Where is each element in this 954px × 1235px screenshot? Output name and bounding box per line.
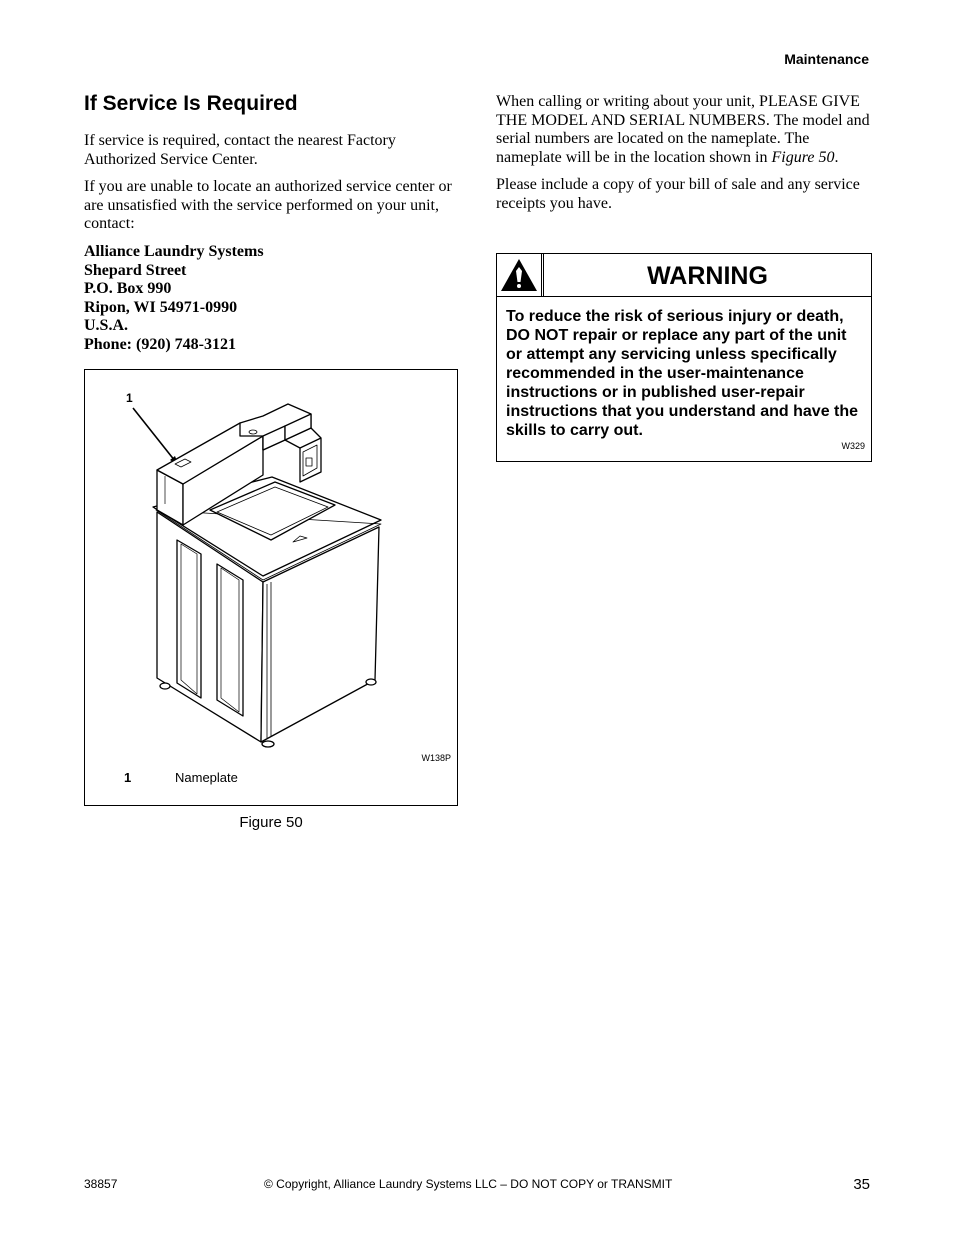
figure-code: W138P: [421, 753, 451, 763]
section-heading: If Service Is Required: [84, 92, 298, 115]
figure-frame: [84, 369, 458, 806]
service-paragraph: If service is required, contact the nearest Factory Authorized Service Center.: [84, 132, 396, 168]
contact-address: [84, 243, 462, 355]
section-header: Maintenance: [784, 51, 869, 67]
footer-doc-number: 38857: [84, 1177, 118, 1191]
callout-number: 1: [126, 391, 133, 405]
footer-copyright: © Copyright, Alliance Laundry Systems LLC – DO NOT COPY or TRANSMIT: [264, 1177, 673, 1191]
address-phone: Phone: (920) 748-3121: [84, 335, 236, 353]
footer-page-number: 35: [853, 1176, 870, 1193]
warning-icon-cell: [497, 254, 544, 296]
warning-code: W329: [841, 441, 865, 451]
left-column: [84, 90, 462, 355]
contact-paragraph: If you are unable to locate an authorized service center or are unsatisfied with the service performed on your unit, contact:: [84, 178, 452, 233]
figure-caption: Figure 50: [239, 814, 303, 831]
receipts-paragraph: Please include a copy of your bill of sale and any service receipts you have.: [496, 176, 860, 212]
address-country: U.S.A.: [84, 317, 129, 335]
address-company: Alliance Laundry Systems: [84, 242, 264, 260]
model-serial-paragraph: When calling or writing about your unit, PLEASE GIVE THE MODEL AND SERIAL NUMBERS. The model and serial numbers are located on the nameplate. The nameplate will be in the location shown in Figure 50.: [496, 93, 870, 166]
figure-reference: Figure 50: [771, 148, 835, 166]
warning-triangle-icon: [497, 254, 541, 296]
address-po-box: P.O. Box 990: [84, 280, 172, 298]
legend-number: 1: [124, 770, 132, 785]
warning-title: WARNING: [647, 262, 768, 290]
right-column: [496, 93, 872, 223]
warning-box: [496, 253, 872, 462]
warning-header: [497, 254, 871, 297]
washer-illustration: [85, 370, 457, 805]
address-street: Shepard Street: [84, 261, 187, 279]
address-city: Ripon, WI 54971-0990: [84, 298, 238, 316]
legend-label: Nameplate: [175, 770, 238, 785]
warning-text: To reduce the risk of serious injury or death, DO NOT repair or replace any part of the unit or attempt any servicing unless specifically recommended in the user-maintenance instructions or in published user-repair instructions that you understand and have the skills to carry out.: [506, 308, 859, 439]
